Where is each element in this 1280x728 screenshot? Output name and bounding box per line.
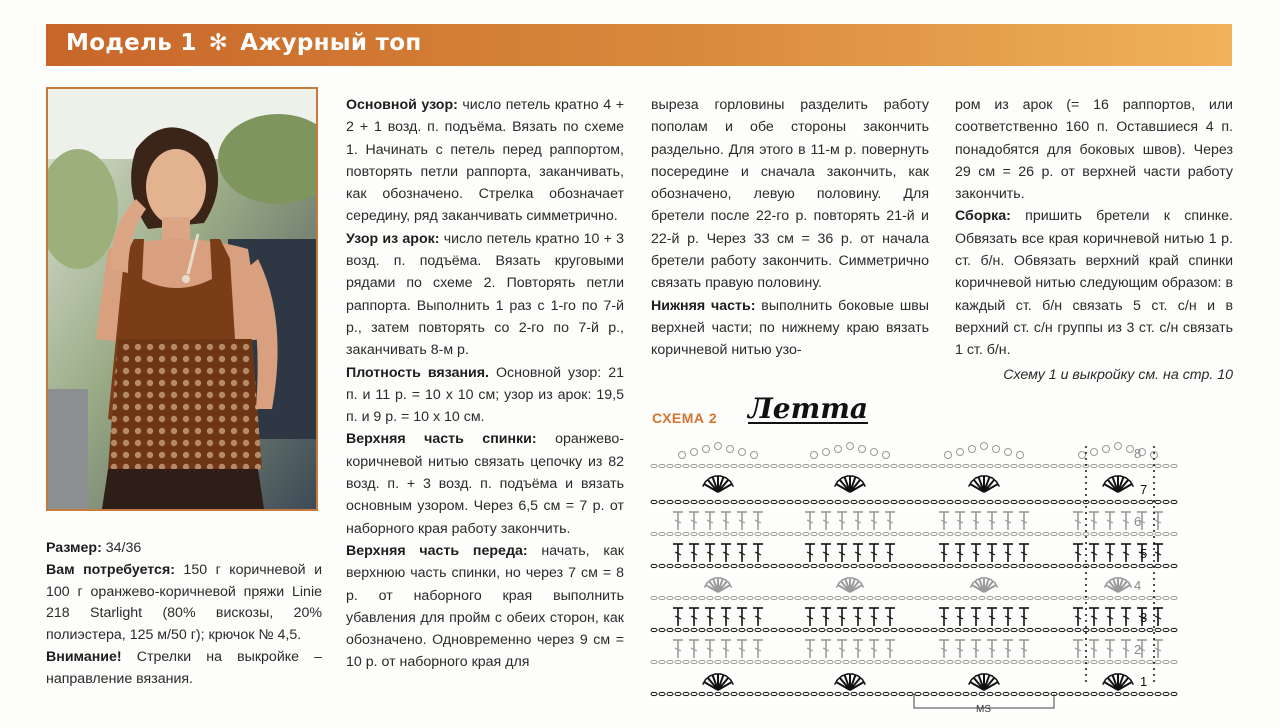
gauge-label: Плотность вязания. [346,364,489,381]
materials-label: Вам потребуется: [46,561,175,578]
row-number: 5 [1140,546,1148,561]
arch-pattern-text: число петель кратно 10 + 3 возд. п. подъёма. Вязать круговыми рядами по схеме 2. Повторять петли раппорта. Выполнить 1 раз с 1-го по 7-й р., затем повторять со 2-го по 7-й р., заканчивать 8-м р. [346,230,624,359]
double-crochet-stitch [987,544,997,562]
picot [993,446,1000,453]
fan-stitch [835,674,866,690]
size-value: 34/36 [101,540,142,556]
fan-stitch [970,578,997,592]
double-crochet-stitch [753,544,763,562]
schema-label: СХЕМА 2 [652,410,718,426]
double-crochet-stitch [939,512,949,530]
double-crochet-stitch [1105,512,1115,530]
double-crochet-stitch [821,544,831,562]
double-crochet-stitch [853,640,863,658]
assembly-label: Сборка: [955,208,1011,225]
model-title: Ажурный топ [240,30,422,56]
bottom-part-label: Нижняя часть: [651,297,756,314]
double-crochet-stitch [705,512,715,530]
double-crochet-stitch [737,544,747,562]
double-crochet-stitch [939,640,949,658]
fan-stitch [835,476,866,492]
picot [739,449,746,456]
double-crochet-stitch [1105,608,1115,626]
materials-value: 150 г коричневой и 100 г оранжево-коричневой пряжи Linie 218 Starlight (80% вискозы, 20% полиэстера, 125 м/50 г); крючок № 4,5. [46,561,322,644]
double-crochet-stitch [869,544,879,562]
double-crochet-stitch [689,544,699,562]
chain-row [651,464,1177,467]
double-crochet-stitch [955,512,965,530]
picot [835,446,842,453]
double-crochet-stitch [753,640,763,658]
double-crochet-stitch [869,608,879,626]
front-top-label: Верхняя часть переда: [346,542,528,559]
double-crochet-stitch [971,544,981,562]
repeat-outline [1086,442,1154,682]
instructions-column-2 [651,94,929,362]
double-crochet-stitch [987,512,997,530]
double-crochet-stitch [705,544,715,562]
picot [1017,452,1024,459]
double-crochet-stitch [1089,640,1099,658]
picot [957,449,964,456]
double-crochet-stitch [1089,512,1099,530]
bottom-part-text: выполнить боковые швы верхней части; по нижнему краю вязать коричневой нитью узо- [651,297,929,359]
double-crochet-stitch [1003,512,1013,530]
double-crochet-stitch [689,608,699,626]
double-crochet-stitch [1073,640,1083,658]
double-crochet-stitch [1073,544,1083,562]
picot [751,452,758,459]
model-number: Модель 1 [66,30,197,56]
picot [1091,449,1098,456]
main-pattern-text: число петель кратно 4 + 2 + 1 возд. п. подъёма. Вязать по схеме 1. Начинать с петель перед раппортом, повторять петли раппорта, заканчивать, как обозначено. Стрелка обозначает середину, ряд заканчивать симметрично. [346,97,624,225]
picot [1127,446,1134,453]
double-crochet-stitch [1121,608,1131,626]
double-crochet-stitch [1121,512,1131,530]
picot [823,449,830,456]
fan-stitch [1104,578,1131,592]
double-crochet-stitch [885,512,895,530]
double-crochet-stitch [1105,640,1115,658]
double-crochet-stitch [987,608,997,626]
double-crochet-stitch [1153,608,1163,626]
double-crochet-stitch [737,512,747,530]
gauge-text: Основной узор: 21 п. и 11 р. = 10 х 10 см; узор из арок: 19,5 п. и 9 р. = 10 х 10 см. [346,364,624,426]
double-crochet-stitch [1003,544,1013,562]
double-crochet-stitch [753,512,763,530]
model-photo [46,87,318,511]
picot [969,446,976,453]
back-top-label: Верхняя часть спинки: [346,431,537,448]
page-title [66,30,422,56]
fan-stitch [703,674,734,690]
double-crochet-stitch [689,512,699,530]
chain-row [651,596,1177,599]
picot [811,452,818,459]
chain-row [651,564,1177,567]
double-crochet-stitch [955,608,965,626]
size-label: Размер: [46,540,102,556]
chain-row [651,500,1177,503]
double-crochet-stitch [805,608,815,626]
arch-continuation-text: ром из арок (= 16 раппортов, или соответственно 160 п. Оставшиеся 4 п. понадобятся для боковых швов). Через 29 см = 26 р. от верхней части работу закончить. [955,97,1233,203]
chain-row [651,660,1177,663]
double-crochet-stitch [853,608,863,626]
title-banner [46,24,1232,66]
row-number: 3 [1140,610,1148,625]
picot [715,443,722,450]
signature: Летта [748,392,868,425]
double-crochet-stitch [805,512,815,530]
double-crochet-stitch [837,640,847,658]
double-crochet-stitch [821,608,831,626]
double-crochet-stitch [805,544,815,562]
row-number: 1 [1140,674,1148,689]
double-crochet-stitch [1073,512,1083,530]
instructions-column-1 [346,94,624,674]
picot [883,452,890,459]
scheme-reference: Схему 1 и выкройку см. на стр. 10 [1003,366,1233,383]
double-crochet-stitch [837,544,847,562]
row-number: 8 [1134,446,1142,461]
fan-stitch [704,578,731,592]
double-crochet-stitch [885,544,895,562]
fan-stitch [703,476,734,492]
separator-icon: ✻ [208,30,229,56]
double-crochet-stitch [1003,640,1013,658]
double-crochet-stitch [1089,608,1099,626]
picot [1115,443,1122,450]
picot [1005,449,1012,456]
double-crochet-stitch [837,608,847,626]
double-crochet-stitch [869,512,879,530]
instructions-column-3 [955,94,1233,386]
double-crochet-stitch [1153,544,1163,562]
picot [727,446,734,453]
double-crochet-stitch [853,544,863,562]
attention-value: Стрелки на выкройке – направление вязания. [46,648,322,687]
double-crochet-stitch [1019,608,1029,626]
double-crochet-stitch [939,608,949,626]
picot [981,443,988,450]
double-crochet-stitch [721,608,731,626]
double-crochet-stitch [853,512,863,530]
double-crochet-stitch [673,544,683,562]
double-crochet-stitch [737,608,747,626]
row-number: 4 [1134,578,1142,593]
double-crochet-stitch [1105,544,1115,562]
double-crochet-stitch [705,640,715,658]
materials-block [46,538,322,691]
picot [1103,446,1110,453]
fan-stitch [1103,674,1134,690]
fan-stitch [836,578,863,592]
row-number: 6 [1134,514,1142,529]
front-top-text: начать, как верхнюю часть спинки, но через 7 см = 8 р. от наборного края выполнить убавления для пройм с обеих сторон, как обозначено. Одновременно через 9 см = 10 р. от наборного края для [346,542,624,671]
double-crochet-stitch [1003,608,1013,626]
fan-stitch [969,476,1000,492]
double-crochet-stitch [1019,544,1029,562]
double-crochet-stitch [955,640,965,658]
double-crochet-stitch [1073,608,1083,626]
double-crochet-stitch [869,640,879,658]
fan-stitch [969,674,1000,690]
double-crochet-stitch [955,544,965,562]
picot [1079,452,1086,459]
double-crochet-stitch [1153,512,1163,530]
picot [691,449,698,456]
double-crochet-stitch [1153,640,1163,658]
double-crochet-stitch [705,608,715,626]
double-crochet-stitch [805,640,815,658]
attention-label: Внимание! [46,648,122,665]
main-pattern-label: Основной узор: [346,97,458,113]
double-crochet-stitch [1121,640,1131,658]
double-crochet-stitch [753,608,763,626]
double-crochet-stitch [673,640,683,658]
double-crochet-stitch [689,640,699,658]
double-crochet-stitch [721,544,731,562]
double-crochet-stitch [821,640,831,658]
picot [859,446,866,453]
chain-row [651,532,1177,535]
picot [847,443,854,450]
back-top-text: оранжево-коричневой нитью связать цепочку из 82 возд. п. + 3 возд. п. подъёма и вязать основным узором. Через 6,5 см = 7 р. от наборного края работу закончить. [346,431,624,537]
chain-row [651,628,1177,631]
repeat-label: MS [976,704,991,715]
row-number: 7 [1140,482,1148,497]
double-crochet-stitch [971,640,981,658]
fan-stitch [1103,476,1134,492]
neckline-text: выреза горловины разделить работу пополам и обе стороны закончить раздельно. Для этого в 11-м р. повернуть посередине и сначала закончить, как обозначено, левую половину. Для бретели после 22-го р. повторять 21-й и 22-й р. Через 33 см = 36 р. от начала бретели работу закончить. Симметрично связать правую половину. [651,97,929,292]
double-crochet-stitch [673,608,683,626]
double-crochet-stitch [1089,544,1099,562]
double-crochet-stitch [971,512,981,530]
double-crochet-stitch [837,512,847,530]
double-crochet-stitch [721,640,731,658]
double-crochet-stitch [821,512,831,530]
double-crochet-stitch [1121,544,1131,562]
woman-crochet-top-image [48,89,316,509]
picot [703,446,710,453]
picot [945,452,952,459]
double-crochet-stitch [737,640,747,658]
crochet-chart-scheme-2 [648,432,1188,718]
double-crochet-stitch [1019,640,1029,658]
double-crochet-stitch [1019,512,1029,530]
double-crochet-stitch [885,608,895,626]
double-crochet-stitch [673,512,683,530]
arch-pattern-label: Узор из арок: [346,230,440,247]
double-crochet-stitch [971,608,981,626]
double-crochet-stitch [987,640,997,658]
picot [679,452,686,459]
double-crochet-stitch [939,544,949,562]
picot [871,449,878,456]
assembly-text: пришить бретели к спинке. Обвязать все края коричневой нитью 1 р. ст. б/н. Обвязать верхний край спинки коричневой нитью следующим образом: в каждый ст. б/н связать 5 ст. с/н и в верхний ст. с/н группы из 3 ст. с/н связать 1 ст. б/н. [955,208,1233,359]
double-crochet-stitch [721,512,731,530]
double-crochet-stitch [885,640,895,658]
row-number: 2 [1134,642,1142,657]
